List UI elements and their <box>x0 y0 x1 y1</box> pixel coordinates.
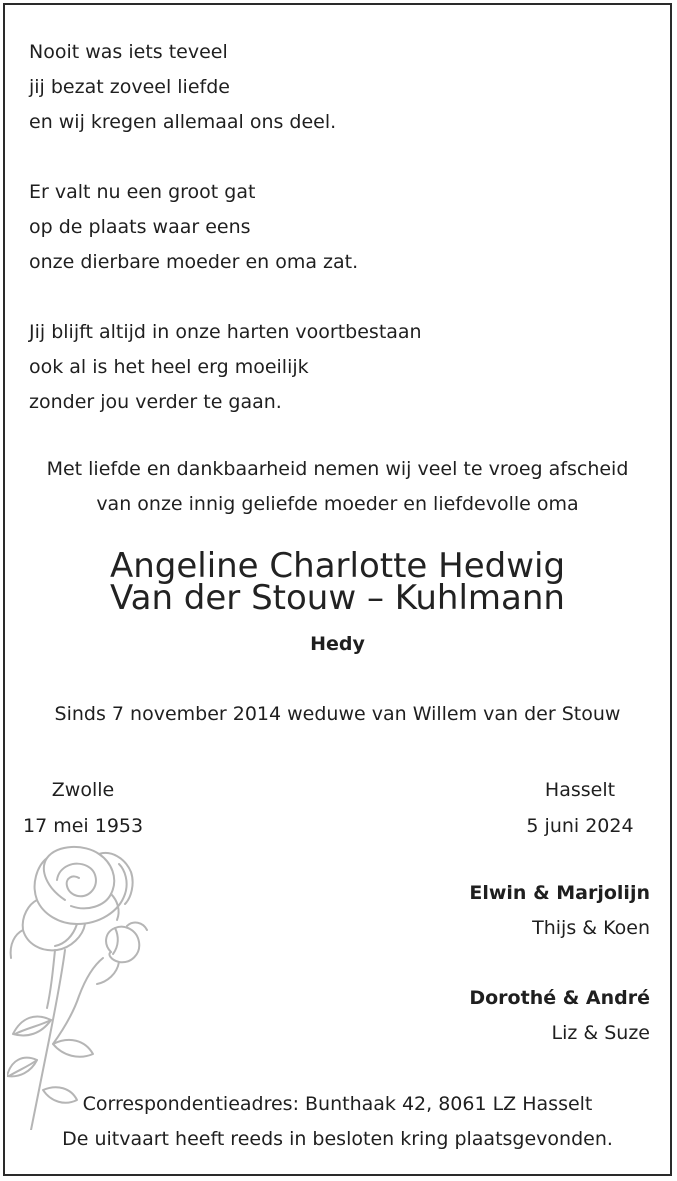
deceased-name-line-1: Angeline Charlotte Hedwig <box>109 546 566 586</box>
intro-line: van onze innig geliefde moeder en liefdevolle oma <box>96 493 579 515</box>
poem-stanza-1 <box>29 35 422 140</box>
family-children: Thijs & Koen <box>532 917 650 939</box>
poem-line: Nooit was iets teveel <box>29 41 228 63</box>
intro-text <box>5 452 670 522</box>
widow-line: Sinds 7 november 2014 weduwe van Willem van der Stouw <box>54 703 621 725</box>
poem-line: op de plaats waar eens <box>29 216 251 238</box>
poem-stanza-3 <box>29 315 422 420</box>
birth-info <box>23 772 143 844</box>
poem <box>29 35 422 420</box>
footer <box>5 1087 670 1157</box>
birth-date: 17 mei 1953 <box>23 815 144 837</box>
death-date: 5 juni 2024 <box>526 815 634 837</box>
family-group-1 <box>469 876 650 946</box>
poem-line: Er valt nu een groot gat <box>29 181 256 203</box>
obituary-card <box>3 3 672 1176</box>
funeral-note: De uitvaart heeft reeds in besloten kring plaatsgevonden. <box>62 1128 613 1150</box>
family-parents: Elwin & Marjolijn <box>469 882 650 904</box>
correspondence-address: Correspondentieadres: Bunthaak 42, 8061 LZ Hasselt <box>82 1093 593 1115</box>
birth-place: Zwolle <box>51 779 115 801</box>
death-place: Hasselt <box>544 779 616 801</box>
poem-stanza-2 <box>29 175 422 280</box>
poem-line: en wij kregen allemaal ons deel. <box>29 111 337 133</box>
death-info <box>515 772 645 844</box>
family-children: Liz & Suze <box>551 1022 650 1044</box>
poem-line: onze dierbare moeder en oma zat. <box>29 251 359 273</box>
nickname: Hedy <box>310 633 365 655</box>
poem-line: ook al is het heel erg moeilijk <box>29 356 309 378</box>
intro-line: Met liefde en dankbaarheid nemen wij veel te vroeg afscheid <box>46 458 629 480</box>
poem-line: jij bezat zoveel liefde <box>29 76 230 98</box>
family-parents: Dorothé & André <box>469 987 650 1009</box>
deceased-name <box>5 546 670 618</box>
family-group-2 <box>469 981 650 1051</box>
deceased-name-line-2: Van der Stouw – Kuhlmann <box>110 578 565 618</box>
poem-line: Jij blijft altijd in onze harten voortbestaan <box>29 321 422 343</box>
poem-line: zonder jou verder te gaan. <box>29 391 282 413</box>
